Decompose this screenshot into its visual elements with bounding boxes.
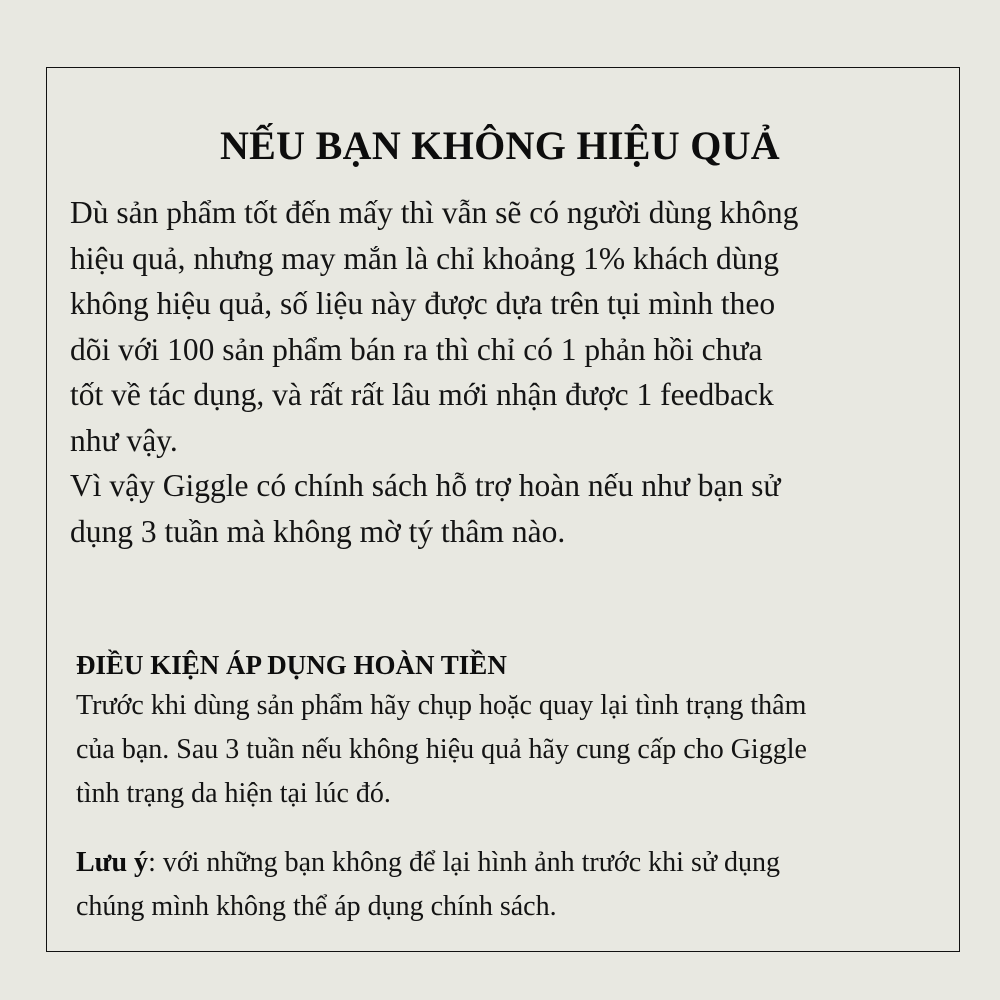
note-line <box>76 841 966 885</box>
intro-line: như vậy. <box>70 422 178 458</box>
note-label: Lưu ý <box>76 847 149 878</box>
refund-conditions-line: của bạn. Sau 3 tuần nếu không hiệu quả hãy cung cấp cho Giggle <box>76 734 807 765</box>
refund-conditions-paragraph <box>76 684 966 816</box>
note-line: chúng mình không thể áp dụng chính sách. <box>76 891 557 922</box>
intro-paragraph <box>70 190 950 554</box>
note-text: : với những bạn không để lại hình ảnh trước khi sử dụng <box>148 847 781 878</box>
refund-conditions-line: Trước khi dùng sản phẩm hãy chụp hoặc quay lại tình trạng thâm <box>76 690 807 721</box>
intro-line: dụng 3 tuần mà không mờ tý thâm nào. <box>70 513 566 549</box>
intro-line: tốt về tác dụng, và rất rất lâu mới nhận được 1 feedback <box>70 377 774 412</box>
intro-line: Dù sản phẩm tốt đến mấy thì vẫn sẽ có người dùng không <box>70 195 799 230</box>
note-paragraph <box>76 841 966 929</box>
refund-conditions-line: tình trạng da hiện tại lúc đó. <box>76 778 391 809</box>
page-title: NẾU BẠN KHÔNG HIỆU QUẢ <box>220 123 780 168</box>
intro-line: Vì vậy Giggle có chính sách hỗ trợ hoàn nếu như bạn sử <box>70 468 781 503</box>
intro-line: không hiệu quả, số liệu này được dựa trên tụi mình theo <box>70 286 776 321</box>
intro-line: hiệu quả, nhưng may mắn là chỉ khoảng 1% khách dùng <box>70 240 780 276</box>
intro-line: dõi với 100 sản phẩm bán ra thì chỉ có 1 phản hồi chưa <box>70 331 763 367</box>
refund-conditions-heading: ĐIỀU KIỆN ÁP DỤNG HOÀN TIỀN <box>76 650 507 680</box>
